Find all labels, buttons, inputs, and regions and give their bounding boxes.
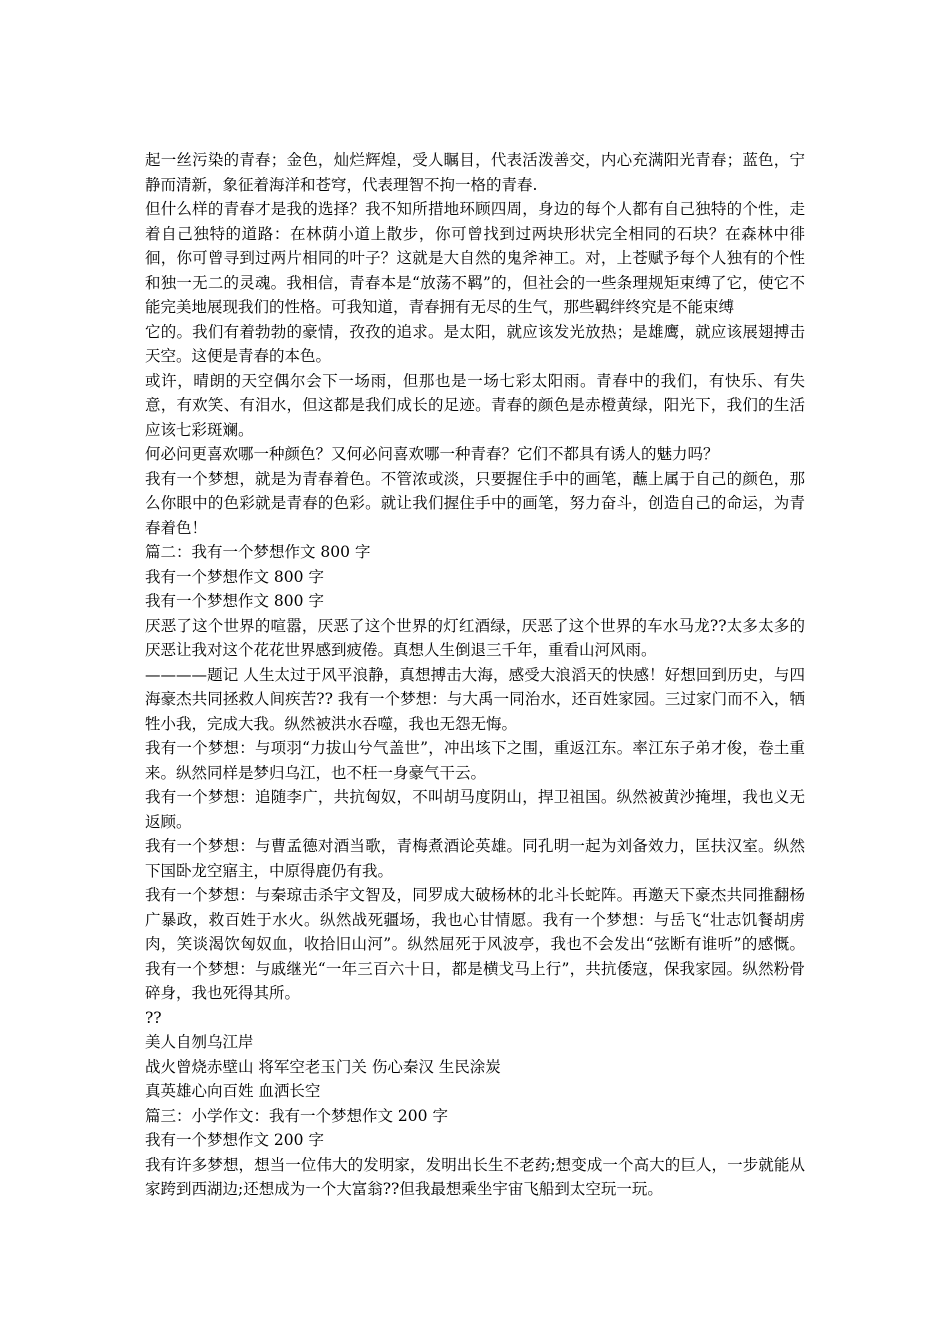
paragraph: 我有一个梦想：与曹孟德对酒当歌，青梅煮酒论英雄。同孔明一起为刘备效力，匡扶汉室。纵然下国卧龙空寤主，中原得鹿仍有我。: [145, 837, 805, 880]
paragraph: 但什么样的青春才是我的选择？我不知所措地环顾四周，身边的每个人都有自己独特的个性，走着自己独特的道路：在林荫小道上散步，你可曾找到过两块形状完全相同的石块？在森林中徘徊，你可曾寻到过两片相同的叶子？这就是大自然的鬼斧神工。对，上苍赋予每个人独有的个性和独一无二的灵魂。我相信，青春本是“放荡不羁”的，但社会的一些条理规矩束缚了它，使它不能完美地展现我们的性格。可我知道，青春拥有无尽的生气，那些羁绊终究是不能束缚: [145, 200, 805, 316]
essay-title: 我有一个梦想作文 200 字: [145, 1131, 324, 1149]
section-heading: 篇三：小学作文：我有一个梦想作文 200 字: [145, 1106, 448, 1125]
paragraph: ??: [145, 1008, 162, 1027]
paragraph: 或许，晴朗的天空偶尔会下一场雨，但那也是一场七彩太阳雨。青春中的我们，有快乐、有失意，有欢笑、有泪水，但这都是我们成长的足迹。青春的颜色是赤橙黄绿，阳光下，我们的生活应该七彩斑斓。: [145, 371, 805, 439]
paragraph: 何必问更喜欢哪一种颜色？又何必问喜欢哪一种青春？它们不都具有诱人的魅力吗？: [145, 445, 719, 463]
paragraph: 我有一个梦想：追随李广，共抗匈奴，不叫胡马度阴山，捍卫祖国。纵然被黄沙掩埋，我也义无返顾。: [145, 788, 805, 831]
essay-title: 我有一个梦想作文 800 字: [145, 567, 324, 586]
document-body: [145, 148, 805, 1202]
paragraph: ————题记 人生太过于风平浪静，真想搏击大海，感受大浪滔天的快感！好想回到历史，与四海豪杰共同拯救人间疾苦?? 我有一个梦想：与大禹一同治水，还百姓家园。三过家门而不入，牺牲小我，完成大我。纵然被洪水吞噬，我也无怨无悔。: [145, 665, 805, 733]
essay-title: 我有一个梦想作文 800 字: [145, 592, 324, 610]
paragraph: 我有一个梦想，就是为青春着色。不管浓或淡，只要握住手中的画笔，蘸上属于自己的颜色，那么你眼中的色彩就是青春的色彩。就让我们握住手中的画笔，努力奋斗，创造自己的命运，为青春着色！: [145, 469, 805, 537]
paragraph: 它的。我们有着勃勃的豪情，孜孜的追求。是太阳，就应该发光放热；是雄鹰，就应该展翅搏击天空。这便是青春的本色。: [145, 322, 805, 365]
paragraph: 我有许多梦想，想当一位伟大的发明家，发明出长生不老药;想变成一个高大的巨人，一步就能从家跨到西湖边;还想成为一个大富翁??但我最想乘坐宇宙飞船到太空玩一玩。: [145, 1155, 805, 1198]
poem-line: 战火曾烧赤壁山 将军空老玉门关 伤心秦汉 生民涂炭: [145, 1057, 501, 1076]
paragraph: 我有一个梦想：与项羽“力拔山兮气盖世”，冲出垓下之围，重返江东。率江东子弟才俊，卷土重来。纵然同样是梦归乌江，也不枉一身豪气干云。: [145, 739, 805, 782]
paragraph: 我有一个梦想：与秦琼击杀宇文智及，同罗成大破杨林的北斗长蛇阵。再邀天下豪杰共同推翻杨广暴政，救百姓于水火。纵然战死疆场，我也心甘情愿。我有一个梦想：与岳飞“壮志饥餐胡虏肉，笑谈渴饮匈奴血，收拾旧山河”。纵然屈死于风波亭，我也不会发出“弦断有谁听”的感慨。 我有一个梦想：与戚继光“一年三百六十日，都是横戈马上行”，共抗倭寇，保我家园。纵然粉骨碎身，我也死得其所。: [145, 886, 805, 1002]
paragraph: 厌恶了这个世界的喧嚣，厌恶了这个世界的灯红酒绿，厌恶了这个世界的车水马龙??太多太多的厌恶让我对这个花花世界感到疲倦。真想人生倒退三千年，重看山河风雨。: [145, 616, 805, 659]
paragraph: 起一丝污染的青春；金色，灿烂辉煌，受人瞩目，代表活泼善交，内心充满阳光青春；蓝色，宁静而清新，象征着海洋和苍穹，代表理智不拘一格的青春.: [145, 151, 805, 194]
poem-line: 真英雄心向百姓 血洒长空: [145, 1082, 321, 1100]
poem-line: 美人自刎乌江岸: [145, 1033, 254, 1051]
section-heading: 篇二：我有一个梦想作文 800 字: [145, 543, 371, 561]
